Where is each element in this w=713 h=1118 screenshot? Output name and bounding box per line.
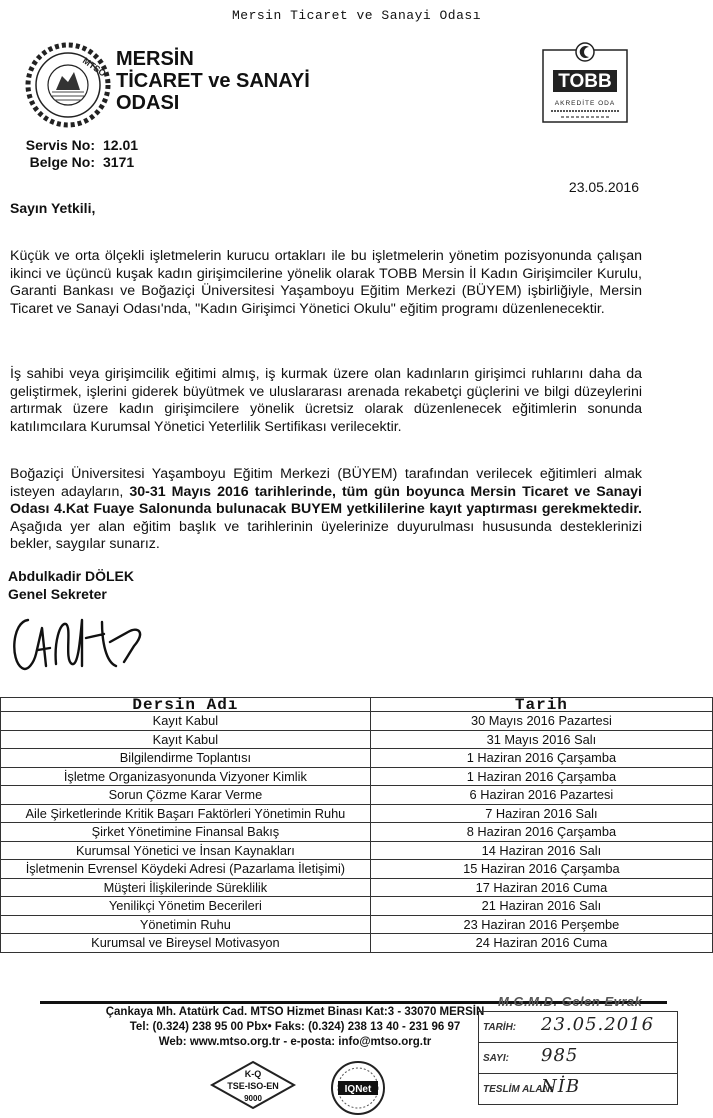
- course-cell: Kayıt Kabul: [1, 712, 371, 731]
- table-row: [1, 749, 713, 768]
- course-cell: Yenilikçi Yönetim Becerileri: [1, 897, 371, 916]
- date-cell: 14 Haziran 2016 Salı: [370, 841, 712, 860]
- signatory: [8, 567, 134, 603]
- table-row: [1, 878, 713, 897]
- svg-text:K-Q: K-Q: [244, 1069, 262, 1079]
- course-cell: Yönetimin Ruhu: [1, 915, 371, 934]
- date-cell: 21 Haziran 2016 Salı: [370, 897, 712, 916]
- belge-label: Belge No:: [29, 154, 95, 170]
- date-cell: 1 Haziran 2016 Çarşamba: [370, 749, 712, 768]
- date-cell: 30 Mayıs 2016 Pazartesi: [370, 712, 712, 731]
- kq-tse-iso-logo: [208, 1060, 298, 1110]
- handwritten-signature: [6, 602, 156, 682]
- table-row: [1, 897, 713, 916]
- stamp-row-date: [479, 1012, 677, 1043]
- date-cell: 15 Haziran 2016 Çarşamba: [370, 860, 712, 879]
- footer-phone: Tel: (0.324) 238 95 00 Pbx• Faks: (0.324) 238 13 40 - 231 96 97: [129, 1021, 461, 1033]
- svg-text:9000: 9000: [244, 1094, 262, 1103]
- course-cell: Aile Şirketlerinde Kritik Başarı Faktörleri Yönetimin Ruhu: [1, 804, 371, 823]
- table-row: [1, 934, 713, 953]
- mtso-seal-logo: [22, 40, 114, 130]
- footer-address: Çankaya Mh. Atatürk Cad. MTSO Hizmet Binası Kat:3 - 33070 MERSİN: [105, 1006, 485, 1018]
- stamp-date-value: 23.05.2016: [541, 1014, 655, 1035]
- org-name: [116, 48, 310, 114]
- table-row: [1, 730, 713, 749]
- stamp-number-label: SAYI:: [483, 1053, 509, 1064]
- date-cell: 7 Haziran 2016 Salı: [370, 804, 712, 823]
- column-header-course: Dersin Adı: [1, 698, 371, 712]
- org-name-line2: TİCARET ve SANAYİ: [116, 70, 310, 92]
- stamp-row-receiver: [479, 1074, 677, 1105]
- table-row: [1, 712, 713, 731]
- servis-value: 12.01: [103, 137, 139, 153]
- course-cell: Kurumsal Yönetici ve İnsan Kaynakları: [1, 841, 371, 860]
- table-row: [1, 860, 713, 879]
- stamp-receiver-label: TESLİM ALAN:: [483, 1084, 554, 1095]
- stamp-box: [478, 1011, 678, 1105]
- course-cell: Bilgilendirme Toplantısı: [1, 749, 371, 768]
- column-header-date: Tarih: [370, 698, 712, 712]
- paragraph-1: Küçük ve orta ölçekli işletmelerin kurucu ortakları ile bu işletmelerin yönetim pozisyonunda çalışan ikinci ve üçüncü kuşak kadın girişimcilerine yönelik olarak TOBB Mersin İl Kadın Girişimciler Kurulu, Garanti Bankası ve Boğaziçi Üniversitesi Yaşamboyu Eğitim Merkezi (BÜYEM) işbirliğiyle, Mersin Ticaret ve Sanayi Odası'nda, "Kadın Girişimci Yönetici Okulu" eğitim programı düzenlenecektir.: [10, 248, 642, 317]
- table-row: [1, 786, 713, 805]
- table-row: [1, 767, 713, 786]
- course-schedule-table: [0, 697, 713, 953]
- stamp-row-number: [479, 1043, 677, 1074]
- org-name-line1: MERSİN: [116, 48, 194, 70]
- course-cell: Sorun Çözme Karar Verme: [1, 786, 371, 805]
- table-row: [1, 915, 713, 934]
- course-cell: Şirket Yönetimine Finansal Bakış: [1, 823, 371, 842]
- svg-text:IQNet: IQNet: [344, 1084, 372, 1095]
- date-cell: 6 Haziran 2016 Pazartesi: [370, 786, 712, 805]
- stamp-receiver-value: NİB: [541, 1076, 581, 1097]
- course-cell: İşletme Organizasyonunda Vizyoner Kimlik: [1, 767, 371, 786]
- course-cell: Müşteri İlişkilerinde Süreklilik: [1, 878, 371, 897]
- signatory-name: Abdulkadir DÖLEK: [8, 568, 135, 584]
- table-row: [1, 841, 713, 860]
- course-cell: Kayıt Kabul: [1, 730, 371, 749]
- fax-header: Mersin Ticaret ve Sanayi Odası: [231, 8, 482, 23]
- date-cell: 8 Haziran 2016 Çarşamba: [370, 823, 712, 842]
- svg-text:MTSO: MTSO: [80, 55, 108, 79]
- stamp-number-value: 985: [541, 1045, 579, 1066]
- paragraph-3: [10, 466, 642, 554]
- date-cell: 24 Haziran 2016 Cuma: [370, 934, 712, 953]
- date-cell: 17 Haziran 2016 Cuma: [370, 878, 712, 897]
- service-info: [23, 137, 138, 171]
- svg-text:AKREDİTE ODA: AKREDİTE ODA: [554, 100, 616, 107]
- footer-web: Web: www.mtso.org.tr - e-posta: info@mtso.org.tr: [158, 1036, 432, 1048]
- table-row: [1, 823, 713, 842]
- iqnet-logo: [325, 1058, 391, 1116]
- paragraph-3-closing: Aşağıda yer alan eğitim başlık ve tarihlerinin üyelerinize duyurulması hususunda desteklerinizi bekler, saygılar sunarız.: [10, 518, 642, 553]
- paragraph-3-bold: 30-31 Mayıs 2016 tarihlerinde, tüm gün boyunca Mersin Ticaret ve Sanayi Odası 4.Kat Fuaye Salonunda bulunacak BUYEM yetkililerine kayıt yaptırması gerekmektedir.: [10, 483, 642, 518]
- belge-value: 3171: [103, 154, 135, 170]
- servis-label: Servis No:: [25, 137, 95, 153]
- stamp-title: M.G.M.D. Gelen Evrak: [498, 994, 643, 1009]
- org-name-line3: ODASI: [116, 92, 180, 114]
- stamp-date-label: TARİH:: [483, 1022, 517, 1033]
- course-cell: Kurumsal ve Bireysel Motivasyon: [1, 934, 371, 953]
- salutation: Sayın Yetkili,: [10, 200, 96, 216]
- signatory-title: Genel Sekreter: [8, 586, 107, 602]
- date-cell: 1 Haziran 2016 Çarşamba: [370, 767, 712, 786]
- paragraph-2: İş sahibi veya girişimcilik eğitimi almış, iş kurmak üzere olan kadınların girişimci ruhlarını daha da geliştirmek, işlerini giderek büyütmek ve uluslararası arenada rekabetçi güçlerini ve bilgi düzeylerini artırmak üzere kadın girişimcilere yönelik ücretsiz olarak düzenlenecek eğitimlerin sonunda katılımcılara Kurumsal Yönetici Yeterlilik Sertifikası verilecektir.: [10, 366, 642, 435]
- document-date: 23.05.2016: [568, 179, 639, 195]
- table-row: [1, 804, 713, 823]
- tobb-accredited-logo: [541, 38, 629, 124]
- svg-text:TOBB: TOBB: [558, 71, 612, 92]
- date-cell: 23 Haziran 2016 Perşembe: [370, 915, 712, 934]
- received-document-stamp: [474, 994, 682, 1112]
- svg-text:TSE-ISO-EN: TSE-ISO-EN: [227, 1081, 279, 1091]
- date-cell: 31 Mayıs 2016 Salı: [370, 730, 712, 749]
- course-cell: İşletmenin Evrensel Köydeki Adresi (Pazarlama İletişimi): [1, 860, 371, 879]
- table-header-row: [1, 698, 713, 712]
- paragraph-3-intro: Boğaziçi Üniversitesi Yaşamboyu Eğitim Merkezi (BÜYEM) tarafından verilecek eğitimleri almak isteyen adayların,: [10, 466, 642, 500]
